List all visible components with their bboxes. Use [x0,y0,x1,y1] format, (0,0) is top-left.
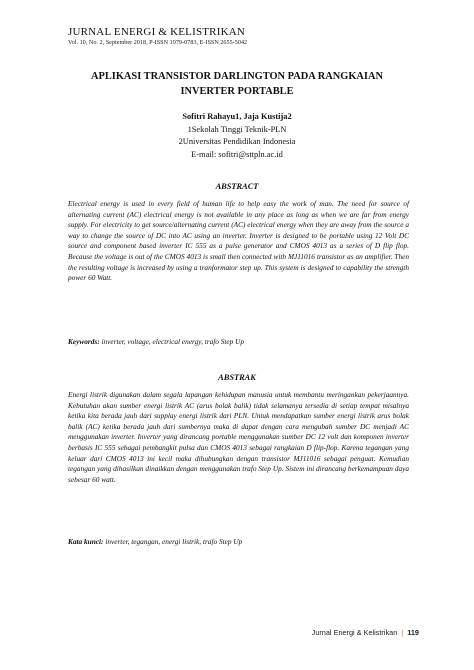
journal-name: JURNAL ENERGI & KELISTRIKAN [68,26,246,38]
kata-kunci-label: Kata kunci: [68,537,104,546]
author-names: Sofitri Rahayu1, Jaja Kustija2 [182,112,292,121]
keywords-label: Keywords: [68,337,100,346]
affiliation-2: 2Universitas Pendidikan Indonesia [178,137,296,147]
affiliation-1: 1Sekolah Tinggi Teknik-PLN [187,124,287,134]
journal-meta: Vol. 10, No. 2, September 2018, P-ISSN 1979-0783, E-ISSN 2655-5042 [68,39,248,46]
abstrak-text: Energi listrik digunakan dalam segala lapangan kehidupan manusia untuk membantu meringankan pekerjaannya. Kebutuhan akan sumber energi listrik AC (arus bolak balik) tidak selamanya tersedia di setiap tempat misalnya ketika kita berada jauh dari supplay energi listrik dari PLN. Untuk mendapatkan sumber energi listrik arus bolak balik (AC) ketika berada jauh dari sumbernya maka di dapat dengan cara mengubah sumber DC menjadi AC menggunakan inverter. Inverter yang dirancang portable menggunakan sumber DC 12 volt dan komponen inverter berbasis IC 555 sebagai pembangkit pulsa dan CMOS 4013 sebagai rangkaian D flip-flop. Karena tegangan yang keluar dari CMOS 4013 ini kecil maka dihubungkan dengan transistor MJ11016 sebagai penguat. Kemudian tegangan yang dihasilkan dinaikkan dengan menggunakan trafo Step Up. Sistem ini dirancang berkemampuan daya sebesar 60 watt. [68,390,409,484]
keywords-text: inverter, voltage, electrical energy, trafo Step Up [101,337,245,346]
page-footer [312,628,419,637]
kata-kunci-text: inverter, tegangan, energi listrik, trafo Step Up [105,537,243,546]
paper-title-line2: INVERTER PORTABLE [180,85,294,97]
keywords [68,337,409,348]
paper-title-line1: APLIKASI TRANSISTOR DARLINGTON PADA RANGKAIAN [91,71,383,82]
kata-kunci [68,537,409,548]
abstrak-heading: ABSTRAK [218,373,256,382]
page-number: 119 [407,628,419,637]
paper-title [40,70,434,99]
abstract-text: Electrical energy is used in every field of human life to help easy the work of man. The need for source of alternating current (AC) electrical energy is not available in any place as long as when we are far from energy supply. For electricity to get source/alternating current (AC) electrical energy when they are away from the source a way to change the source of DC into AC using an inverter. Inverter is designed to be portable using 12 Volt DC source and component based inverter IC 555 as a pulse generator and CMOS 4013 as a series of D flip flop. Because the voltage is out of the CMOS 4013 is small then connected with MJ11016 transistor as an amplifier. Then the resulting voltage is increased by using a tranformator step up. This system is designed to capability the strength power 60 Watt. [68,199,409,283]
author-email: E-mail: sofitri@sttpln.ac.id [191,149,283,159]
author-block [40,111,434,161]
footer-journal: Jurnal Energi & Kelistrikan [311,628,398,637]
footer-separator: | [401,628,404,637]
abstract-heading: ABSTRACT [215,182,259,191]
